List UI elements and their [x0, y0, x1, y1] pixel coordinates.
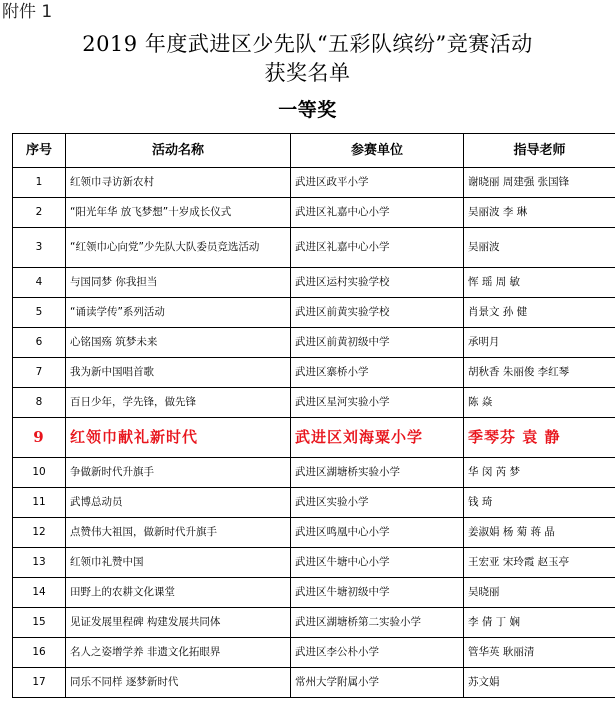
teacher-names: 胡秋香 朱丽俊 李红琴: [464, 358, 615, 388]
teacher-names: 王宏亚 宋玲霞 赵玉亭: [464, 548, 615, 578]
school-name: 武进区前黄实验学校: [291, 298, 464, 328]
table-row: [13, 388, 615, 418]
school-name: 武进区星河实验小学: [291, 388, 464, 418]
school-name: 武进区礼嘉中心小学: [291, 198, 464, 228]
document-title: 2019 年度武进区少先队“五彩队缤纷”竞赛活动: [82, 32, 533, 56]
row-number: 15: [13, 608, 66, 638]
table-row: [13, 518, 615, 548]
school-name: 武进区实验小学: [291, 488, 464, 518]
activity-name: 心铭国殇 筑梦未来: [66, 328, 291, 358]
school-name: 武进区运村实验学校: [291, 268, 464, 298]
teacher-names: 吴丽波: [464, 228, 615, 268]
column-header-teacher: 指导老师: [464, 134, 615, 168]
table-row: [13, 328, 615, 358]
activity-name: 武博总动员: [66, 488, 291, 518]
school-name: 武进区刘海粟小学: [291, 418, 464, 458]
teacher-names: 李 倩 丁 娴: [464, 608, 615, 638]
row-number: 6: [13, 328, 66, 358]
row-number: 10: [13, 458, 66, 488]
teacher-names: 肖景文 孙 健: [464, 298, 615, 328]
activity-name: 我为新中国唱首歌: [66, 358, 291, 388]
column-header-activity: 活动名称: [66, 134, 291, 168]
table-row: [13, 608, 615, 638]
activity-name: “诵读学传”系列活动: [66, 298, 291, 328]
activity-name: 百日少年，学先锋，做先锋: [66, 388, 291, 418]
row-number: 11: [13, 488, 66, 518]
table-row: [13, 548, 615, 578]
table-row: [13, 578, 615, 608]
school-name: 武进区牛塘中心小学: [291, 548, 464, 578]
row-number: 3: [13, 228, 66, 268]
row-number: 17: [13, 668, 66, 698]
table-row: [13, 298, 615, 328]
teacher-names: 钱 琦: [464, 488, 615, 518]
activity-name: 红领巾献礼新时代: [66, 418, 291, 458]
activity-name: 同乐不同样 逐梦新时代: [66, 668, 291, 698]
row-number: 16: [13, 638, 66, 668]
teacher-names: 吴丽波 李 琳: [464, 198, 615, 228]
teacher-names: 华 闵 芮 梦: [464, 458, 615, 488]
activity-name: “红领巾心向党”少先队大队委员竞选活动: [66, 228, 291, 268]
activity-name: 点赞伟大祖国，做新时代升旗手: [66, 518, 291, 548]
activity-name: 争做新时代升旗手: [66, 458, 291, 488]
table-row: [13, 198, 615, 228]
row-number: 13: [13, 548, 66, 578]
teacher-names: 管华英 耿丽清: [464, 638, 615, 668]
school-name: 武进区礼嘉中心小学: [291, 228, 464, 268]
table-row: [13, 228, 615, 268]
school-name: 武进区湖塘桥实验小学: [291, 458, 464, 488]
table-header-row: [13, 134, 615, 168]
teacher-names: 陈 焱: [464, 388, 615, 418]
teacher-names: 承明月: [464, 328, 615, 358]
document-subtitle: 获奖名单: [264, 61, 351, 85]
table-row-highlighted: [13, 418, 615, 458]
activity-name: 见证发展里程碑 构建发展共同体: [66, 608, 291, 638]
teacher-names: 谢晓丽 周建强 张国锋: [464, 168, 615, 198]
activity-name: “阳光年华 放飞梦想”十岁成长仪式: [66, 198, 291, 228]
row-number: 2: [13, 198, 66, 228]
table-row: [13, 268, 615, 298]
activity-name: 名人之姿增学养 非遗文化拓眼界: [66, 638, 291, 668]
row-number: 5: [13, 298, 66, 328]
table-row: [13, 168, 615, 198]
row-number: 4: [13, 268, 66, 298]
teacher-names: 姜淑娟 杨 菊 蒋 晶: [464, 518, 615, 548]
table-row: [13, 358, 615, 388]
row-number: 1: [13, 168, 66, 198]
table-row: [13, 668, 615, 698]
award-level-heading: 一等奖: [278, 99, 337, 121]
row-number: 7: [13, 358, 66, 388]
table-row: [13, 458, 615, 488]
school-name: 武进区牛塘初级中学: [291, 578, 464, 608]
table-row: [13, 638, 615, 668]
teacher-names: 苏文娟: [464, 668, 615, 698]
school-name: 武进区李公朴小学: [291, 638, 464, 668]
school-name: 武进区政平小学: [291, 168, 464, 198]
column-header-school: 参赛单位: [291, 134, 464, 168]
row-number: 8: [13, 388, 66, 418]
school-name: 武进区寨桥小学: [291, 358, 464, 388]
award-table: [12, 133, 615, 698]
row-number: 12: [13, 518, 66, 548]
school-name: 武进区前黄初级中学: [291, 328, 464, 358]
row-number: 14: [13, 578, 66, 608]
column-header-number: 序号: [13, 134, 66, 168]
teacher-names: 季琴芬 袁 静: [464, 418, 615, 458]
activity-name: 红领巾寻访新农村: [66, 168, 291, 198]
activity-name: 田野上的农耕文化课堂: [66, 578, 291, 608]
activity-name: 与国同梦 你我担当: [66, 268, 291, 298]
table-row: [13, 488, 615, 518]
attachment-label: 附件 1: [2, 2, 53, 22]
row-number: 9: [13, 418, 66, 458]
teacher-names: 吴晓丽: [464, 578, 615, 608]
school-name: 武进区鸣凰中心小学: [291, 518, 464, 548]
school-name: 武进区湖塘桥第二实验小学: [291, 608, 464, 638]
school-name: 常州大学附属小学: [291, 668, 464, 698]
teacher-names: 恽 瑶 周 敏: [464, 268, 615, 298]
activity-name: 红领巾礼赞中国: [66, 548, 291, 578]
